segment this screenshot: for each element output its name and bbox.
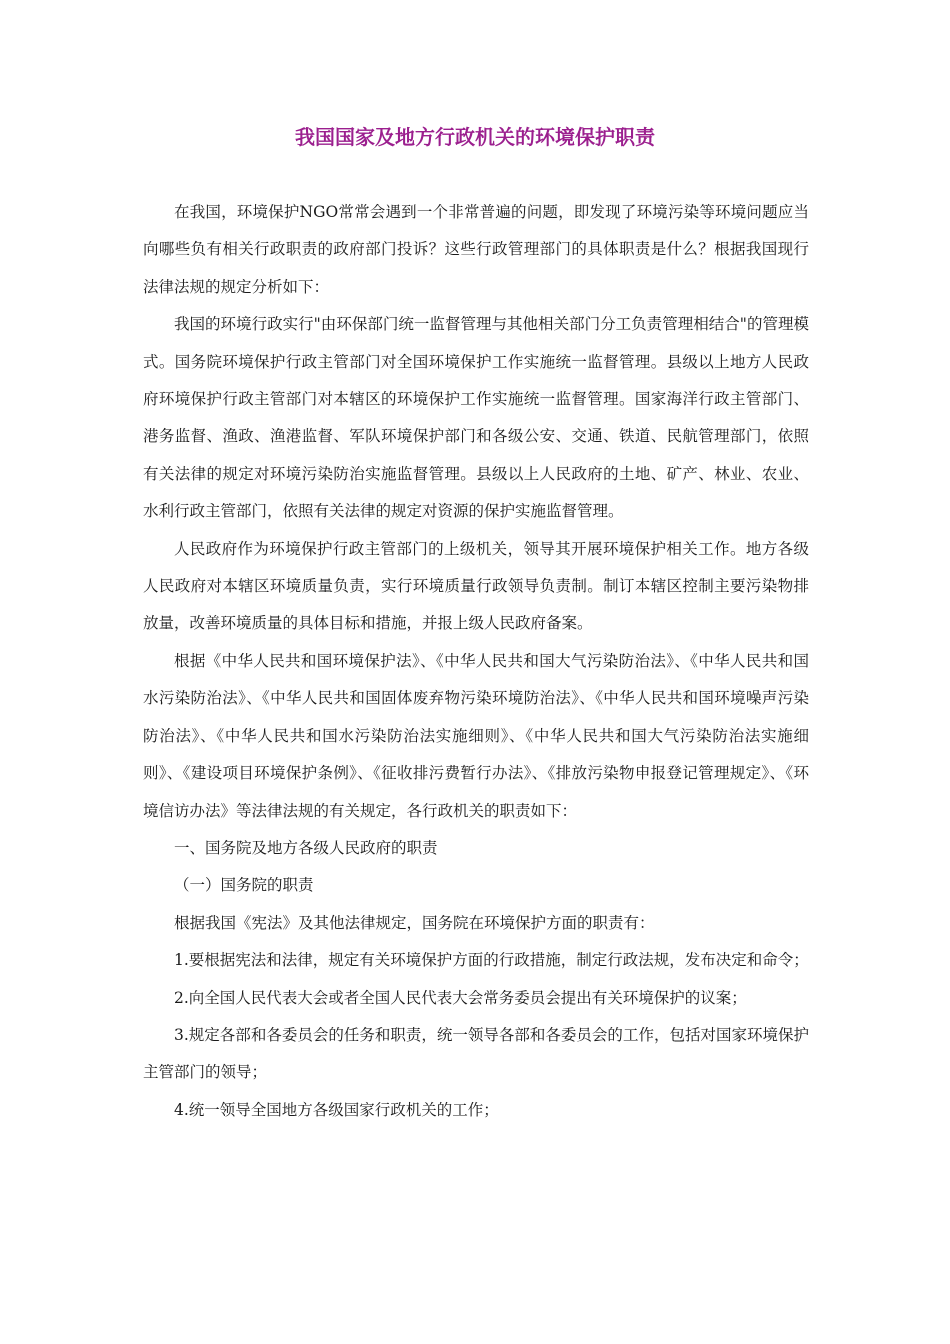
subsection-heading: （一）国务院的职责 (174, 876, 314, 895)
paragraph: 人民政府作为环境保护行政主管部门的上级机关，领导其开展环境保护相关工作。地方各级人民政府对本辖区环境质量负责，实行环境质量行政领导负责制。制订本辖区控制主要污染物排放量，改善环境质量的具体目标和措施，并报上级人民政府备案。 (143, 539, 809, 633)
document-title: 我国国家及地方行政机关的环境保护职责 (295, 125, 655, 149)
paragraph: 在我国，环境保护NGO常常会遇到一个非常普遍的问题，即发现了环境污染等环境问题应当向哪些负有相关行政职责的政府部门投诉？这些行政管理部门的具体职责是什么？根据我国现行法律法规的规定分析如下： (143, 203, 809, 296)
list-item: 2.向全国人民代表大会或者全国人民代表大会常务委员会提出有关环境保护的议案； (174, 988, 747, 1007)
document-body (143, 194, 809, 1129)
paragraph: 根据我国《宪法》及其他法律规定，国务院在环境保护方面的职责有： (174, 913, 655, 932)
paragraph: 根据《中华人民共和国环境保护法》、《中华人民共和国大气污染防治法》、《中华人民共和国水污染防治法》、《中华人民共和国固体废弃物污染环境防治法》、《中华人民共和国环境噪声污染防治法》、《中华人民共和国水污染防治法实施细则》、《中华人民共和国大气污染防治法实施细则》、《建设项目环境保护条例》、《征收排污费暂行办法》、《排放污染物申报登记管理规定》、《环境信访办法》等法律法规的有关规定，各行政机关的职责如下： (143, 651, 809, 820)
section-heading: 一、国务院及地方各级人民政府的职责 (174, 838, 438, 857)
paragraph: 我国的环境行政实行"由环保部门统一监督管理与其他相关部门分工负责管理相结合"的管理模式。国务院环境保护行政主管部门对全国环境保护工作实施统一监督管理。县级以上地方人民政府环境保护行政主管部门对本辖区的环境保护工作实施统一监督管理。国家海洋行政主管部门、港务监督、渔政、渔港监督、军队环境保护部门和各级公安、交通、铁道、民航管理部门，依照有关法律的规定对环境污染防治实施监督管理。县级以上人民政府的土地、矿产、林业、农业、水利行政主管部门，依照有关法律的规定对资源的保护实施监督管理。 (143, 315, 809, 521)
list-item: 4.统一领导全国地方各级国家行政机关的工作； (174, 1100, 499, 1119)
list-item: 3.规定各部和各委员会的任务和职责，统一领导各部和各委员会的工作，包括对国家环境保护主管部门的领导； (143, 1025, 809, 1082)
list-item: 1.要根据宪法和法律，规定有关环境保护方面的行政措施，制定行政法规，发布决定和命令； (174, 951, 809, 970)
